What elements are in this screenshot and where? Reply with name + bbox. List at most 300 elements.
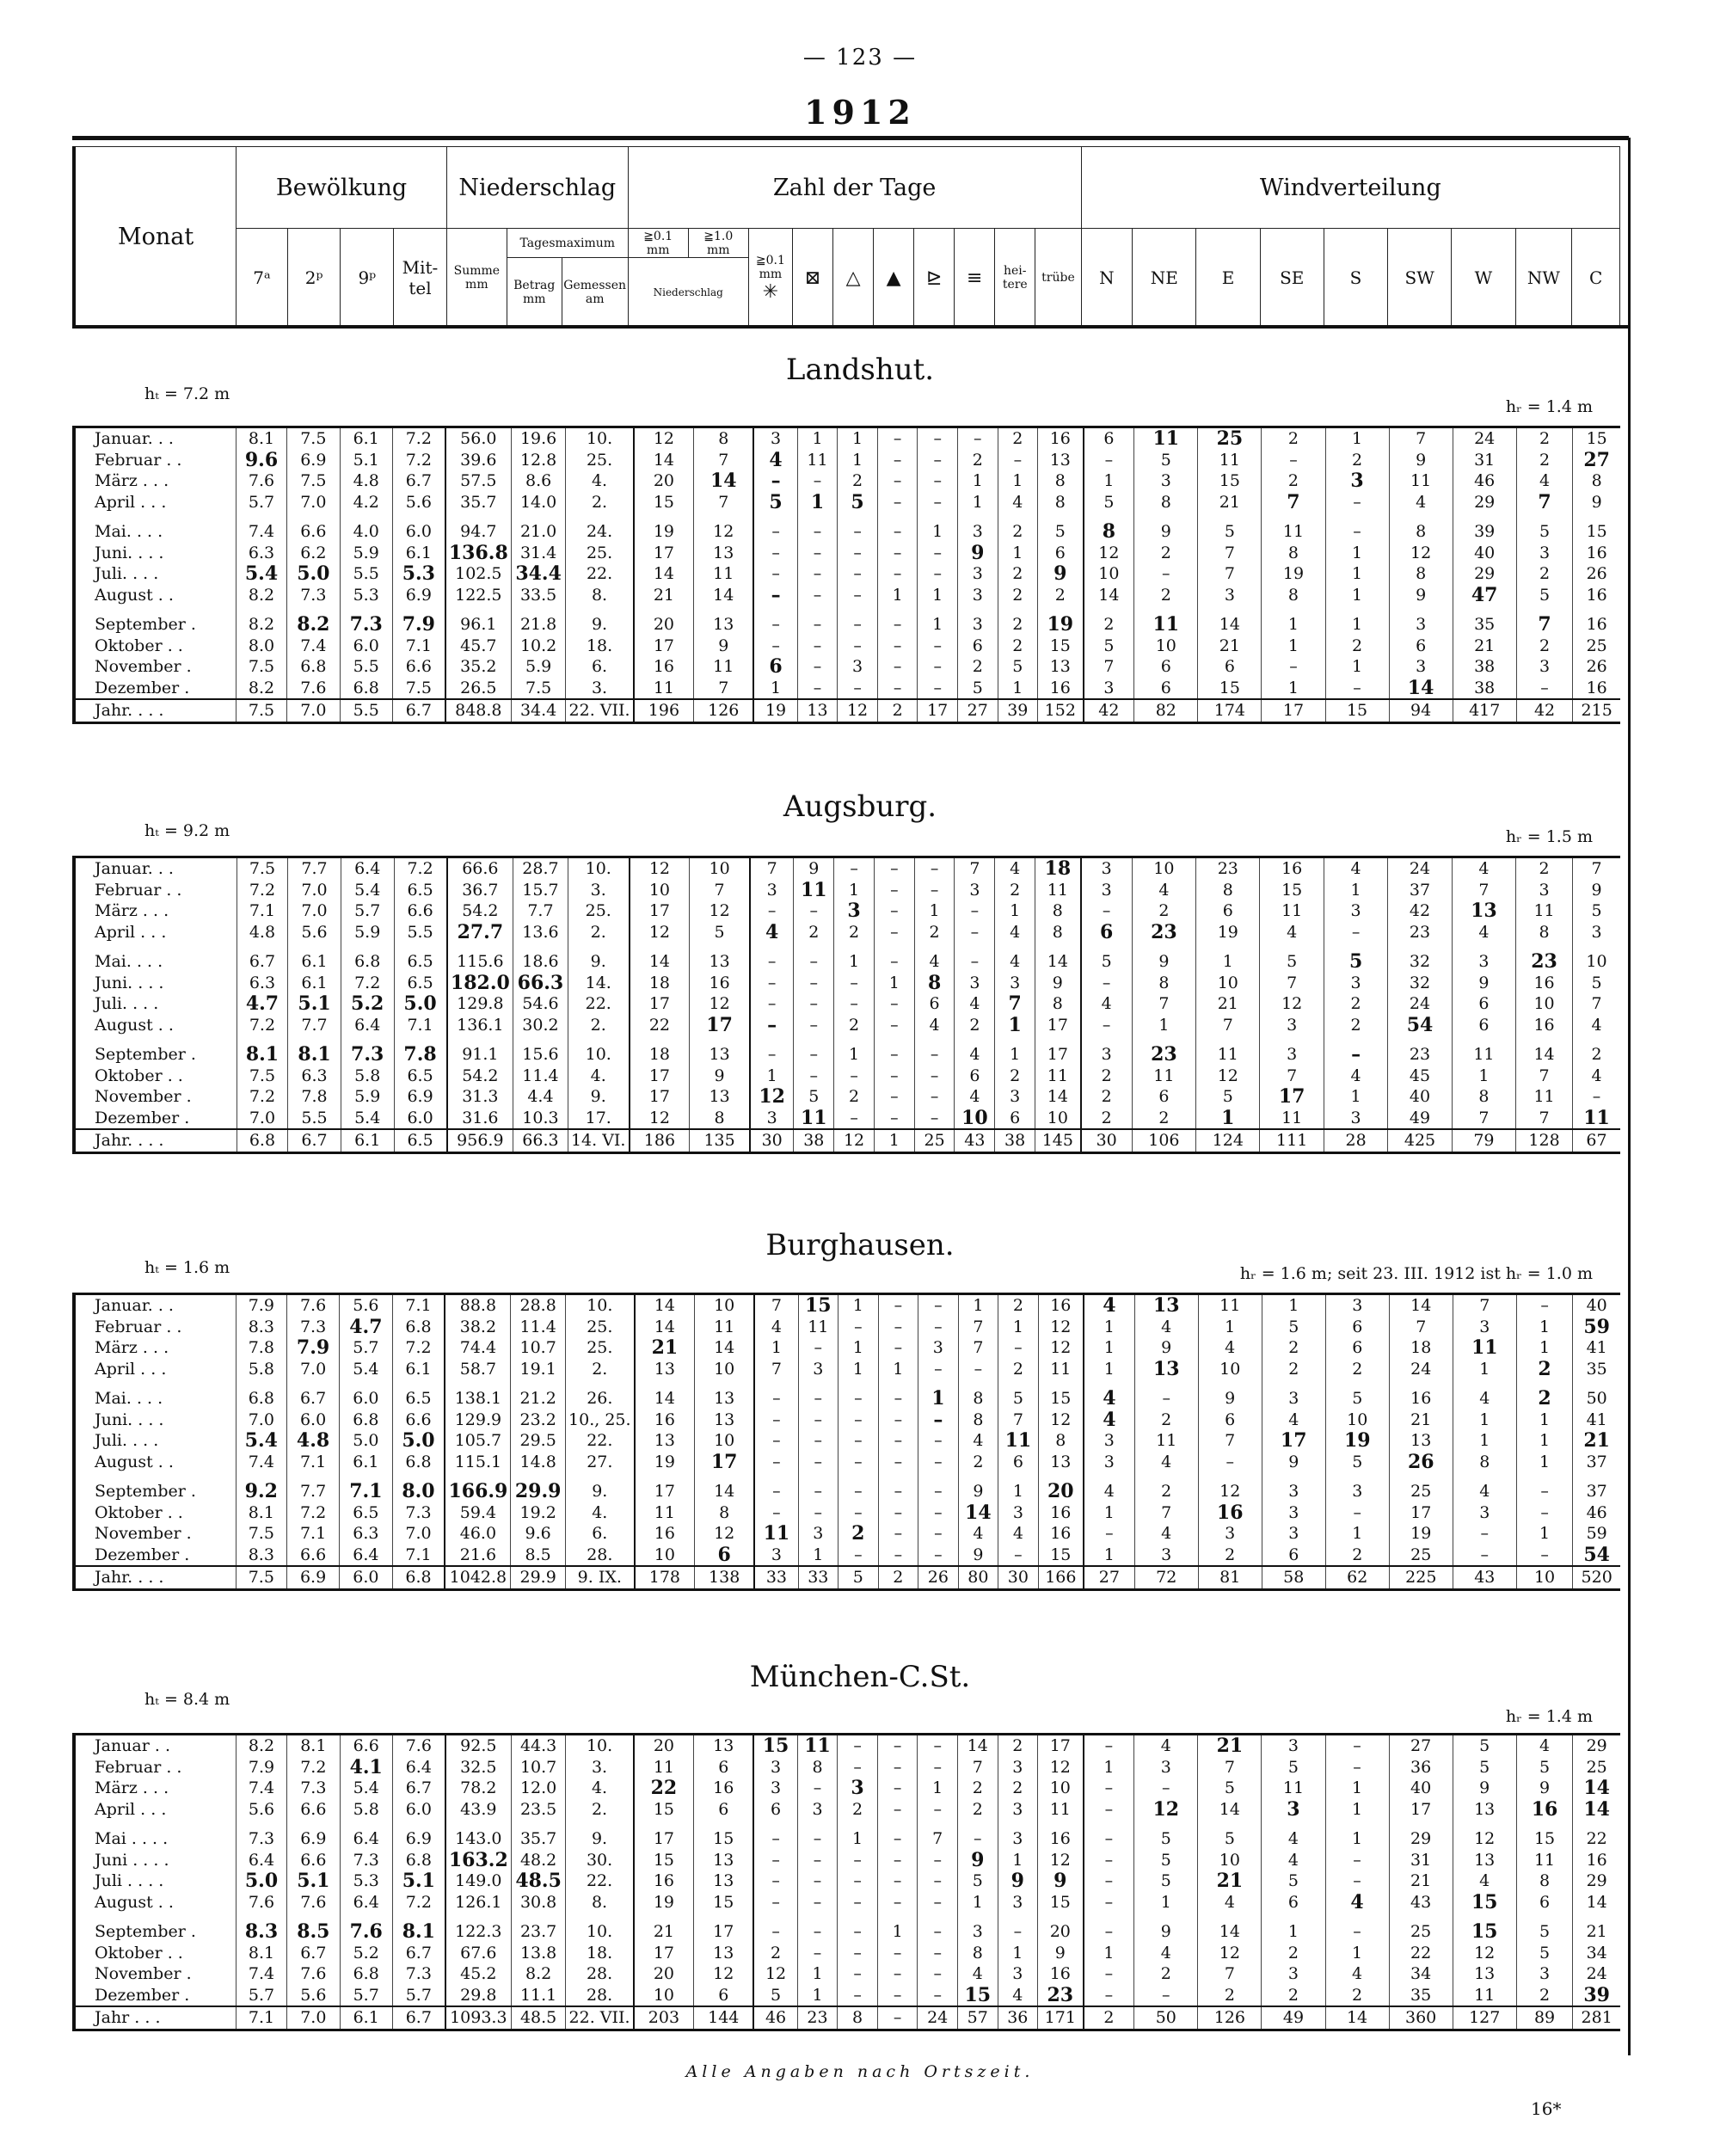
data-cell: 1: [1325, 1943, 1389, 1964]
data-cell: 8: [797, 1757, 838, 1778]
data-cell: 3: [753, 1778, 797, 1799]
data-cell: 3: [998, 1892, 1038, 1913]
data-cell: 5.7: [236, 492, 286, 513]
data-cell: –: [877, 563, 918, 585]
data-cell: 39: [998, 699, 1038, 722]
data-cell: 6.5: [394, 973, 447, 994]
data-cell: 3: [957, 1913, 998, 1943]
data-cell: 6.5: [394, 1129, 447, 1152]
header-2p: 2ᵖ: [287, 229, 341, 328]
data-cell: 12: [1084, 543, 1134, 564]
data-cell: 40: [1573, 1294, 1620, 1317]
data-cell: 80: [958, 1566, 998, 1589]
data-cell: –: [838, 1985, 878, 2007]
data-cell: 67.6: [445, 1943, 512, 1964]
data-cell: 5: [1081, 943, 1133, 973]
data-cell: 12: [1038, 1317, 1084, 1338]
data-cell: –: [838, 1430, 879, 1452]
data-cell: 3: [1084, 678, 1134, 700]
data-cell: 4: [995, 922, 1035, 943]
table-row: [74, 1778, 1620, 1799]
data-cell: 7.0: [392, 1523, 445, 1545]
table-row: [74, 1086, 1620, 1108]
data-cell: 8: [1262, 585, 1325, 606]
data-cell: 21: [1453, 636, 1516, 657]
month-cell: April . . .: [74, 1359, 236, 1380]
data-cell: 4: [1134, 1943, 1198, 1964]
data-cell: 5: [1516, 585, 1573, 606]
data-cell: 1: [995, 1015, 1035, 1036]
data-cell: 2: [1134, 1963, 1198, 1985]
month-cell: Januar. . .: [74, 427, 236, 450]
data-cell: 6: [1452, 1015, 1515, 1036]
data-cell: 8.0: [392, 1472, 445, 1502]
data-cell: 4.: [566, 470, 634, 492]
data-cell: 2: [878, 1566, 918, 1589]
data-cell: –: [753, 543, 797, 564]
data-cell: 2: [1134, 543, 1198, 564]
data-cell: 1: [838, 1337, 879, 1359]
data-cell: 3: [1516, 880, 1573, 901]
data-cell: 7.3: [340, 605, 392, 636]
data-cell: 12: [750, 1086, 794, 1108]
data-cell: 2: [1516, 1359, 1573, 1380]
data-cell: –: [797, 605, 838, 636]
data-cell: –: [918, 1757, 958, 1778]
data-cell: 14: [694, 470, 754, 492]
data-cell: 23: [1132, 922, 1195, 943]
data-cell: 11.4: [513, 1066, 568, 1087]
data-cell: –: [918, 543, 958, 564]
data-cell: 5.5: [288, 1108, 341, 1130]
month-cell: Februar . .: [74, 1317, 236, 1338]
data-cell: 34: [1573, 1943, 1620, 1964]
station-ht: hₜ = 1.6 m: [144, 1258, 230, 1277]
data-cell: 2: [1081, 1066, 1133, 1087]
data-cell: –: [918, 492, 958, 513]
month-cell: Jahr. . . .: [74, 699, 236, 722]
data-cell: 14: [1573, 1778, 1620, 1799]
data-cell: 6: [753, 1799, 797, 1821]
data-cell: 2: [1516, 1379, 1573, 1410]
data-cell: 7.0: [286, 1359, 339, 1380]
data-cell: 3: [753, 427, 797, 450]
data-cell: 3: [1516, 543, 1573, 564]
data-cell: 7.4: [236, 513, 286, 543]
data-cell: 7.8: [288, 1086, 341, 1108]
data-cell: 2: [998, 636, 1038, 657]
data-cell: 11: [1198, 450, 1262, 471]
data-cell: –: [1325, 1870, 1389, 1892]
data-cell: 35: [1453, 605, 1516, 636]
data-cell: 8: [1389, 513, 1453, 543]
data-cell: –: [874, 1066, 914, 1087]
data-cell: 15: [957, 1985, 998, 2007]
data-cell: 17: [634, 636, 694, 657]
data-cell: –: [754, 1410, 798, 1431]
data-cell: 1: [918, 605, 958, 636]
data-cell: 9: [1516, 1778, 1573, 1799]
data-cell: 5.2: [341, 993, 394, 1015]
data-cell: 18: [630, 1035, 690, 1066]
data-cell: 44.3: [511, 1735, 565, 1757]
data-cell: 6.5: [394, 880, 447, 901]
data-cell: 82: [1134, 699, 1198, 722]
data-cell: 6.6: [392, 656, 445, 678]
data-cell: 182.0: [447, 973, 513, 994]
data-cell: 15: [1198, 470, 1262, 492]
data-cell: 10.: [565, 1294, 634, 1317]
data-cell: 23: [1038, 1985, 1084, 2007]
data-cell: –: [877, 678, 918, 700]
header-wind-e: E: [1196, 229, 1260, 328]
data-cell: 1: [918, 585, 958, 606]
data-cell: 7: [1198, 1963, 1262, 1985]
data-cell: 8.5: [287, 1913, 340, 1943]
data-cell: 1: [1516, 1452, 1573, 1473]
data-cell: 2: [838, 1799, 878, 1821]
data-cell: 12: [1196, 1066, 1260, 1087]
data-cell: 10: [695, 1294, 755, 1317]
data-cell: 8.2: [511, 1963, 565, 1985]
data-cell: 2: [998, 563, 1038, 585]
data-cell: –: [877, 450, 918, 471]
data-cell: 2: [1262, 470, 1325, 492]
data-cell: –: [1325, 1913, 1389, 1943]
data-cell: 3: [955, 973, 995, 994]
data-cell: 1: [1516, 1523, 1573, 1545]
data-cell: 2: [998, 585, 1038, 606]
data-cell: 1: [1325, 543, 1389, 564]
data-cell: 14: [1516, 1035, 1573, 1066]
table-row: [74, 1108, 1620, 1130]
data-cell: 5.6: [392, 492, 445, 513]
data-cell: 6: [1134, 656, 1198, 678]
data-cell: 1: [957, 1892, 998, 1913]
data-cell: 10: [955, 1108, 995, 1130]
data-cell: –: [798, 1452, 838, 1473]
data-cell: 3: [957, 585, 998, 606]
data-cell: 32: [1388, 973, 1452, 994]
data-cell: –: [1325, 678, 1389, 700]
data-cell: 17: [634, 1820, 694, 1850]
data-cell: 5: [838, 1566, 879, 1589]
header-wind-ne: NE: [1133, 229, 1196, 328]
data-cell: –: [1084, 450, 1134, 471]
data-cell: 8: [914, 973, 955, 994]
data-cell: 105.7: [445, 1430, 511, 1452]
data-cell: 1: [1084, 1317, 1134, 1338]
data-cell: 4: [1260, 922, 1324, 943]
data-cell: 5.8: [341, 1066, 394, 1087]
data-cell: 3: [798, 1523, 838, 1545]
data-cell: 3: [1324, 900, 1387, 922]
data-cell: 3: [998, 1820, 1038, 1850]
data-cell: 2: [998, 605, 1038, 636]
data-cell: 25.: [565, 1317, 634, 1338]
data-cell: 1: [1325, 585, 1389, 606]
data-cell: –: [753, 585, 797, 606]
data-cell: 4: [1084, 1379, 1134, 1410]
data-cell: 17: [1035, 1035, 1081, 1066]
data-cell: 28.: [566, 1963, 634, 1985]
data-cell: 8.1: [236, 1502, 286, 1524]
data-cell: 1: [998, 1943, 1038, 1964]
data-cell: 5: [1262, 1317, 1325, 1338]
data-cell: 7.3: [392, 1963, 445, 1985]
data-cell: 2: [1134, 585, 1198, 606]
data-cell: 5: [1262, 1870, 1325, 1892]
data-cell: 6: [1081, 922, 1133, 943]
data-cell: 1: [958, 1294, 998, 1317]
total-row: [74, 699, 1620, 722]
data-cell: 17: [634, 1943, 694, 1964]
data-cell: –: [877, 2006, 918, 2030]
data-cell: 96.1: [445, 605, 512, 636]
data-cell: 8: [1453, 1452, 1516, 1473]
data-cell: 1: [995, 1035, 1035, 1066]
data-cell: 12: [838, 699, 878, 722]
data-cell: 2: [1084, 605, 1134, 636]
data-cell: 2: [834, 1015, 875, 1036]
data-cell: –: [838, 543, 878, 564]
data-cell: 10: [1198, 1850, 1262, 1871]
data-cell: 8: [695, 1502, 755, 1524]
data-cell: 126: [694, 699, 754, 722]
data-cell: 5: [1453, 1757, 1516, 1778]
data-cell: 9.6: [236, 450, 286, 471]
data-cell: 5: [838, 492, 878, 513]
data-cell: 5: [1516, 513, 1573, 543]
data-cell: 1: [1516, 1317, 1573, 1338]
data-cell: 18.6: [513, 943, 568, 973]
data-cell: 22: [630, 1015, 690, 1036]
data-cell: 6.1: [341, 1129, 394, 1152]
data-cell: –: [914, 1066, 955, 1087]
data-cell: 30.: [566, 1850, 634, 1871]
data-cell: 26: [918, 1566, 959, 1589]
data-cell: –: [1084, 1870, 1134, 1892]
data-cell: 16: [635, 1523, 695, 1545]
data-cell: 3: [838, 656, 878, 678]
data-cell: 5: [1198, 1778, 1262, 1799]
data-cell: 7.0: [287, 2006, 340, 2030]
table-row: [74, 585, 1620, 606]
data-cell: 1: [998, 1317, 1039, 1338]
data-cell: 10: [695, 1430, 755, 1452]
data-cell: 22: [1573, 1820, 1620, 1850]
data-cell: 9: [1134, 1337, 1198, 1359]
data-cell: 14: [1084, 585, 1134, 606]
data-cell: 149.0: [445, 1870, 512, 1892]
data-cell: 5.3: [340, 1870, 392, 1892]
data-cell: 5.3: [340, 585, 392, 606]
data-cell: 6.6: [340, 1735, 392, 1757]
month-cell: November .: [74, 1963, 236, 1985]
data-cell: 1: [877, 585, 918, 606]
data-cell: 4: [1262, 1410, 1325, 1431]
data-cell: 11: [1260, 900, 1324, 922]
data-cell: –: [753, 1892, 797, 1913]
data-cell: 11: [1196, 1035, 1260, 1066]
data-cell: 13: [690, 1086, 750, 1108]
data-cell: –: [750, 993, 794, 1015]
data-cell: 5.1: [392, 1870, 445, 1892]
data-cell: 2: [1325, 636, 1389, 657]
data-cell: 1: [874, 1129, 914, 1152]
data-cell: –: [798, 1379, 838, 1410]
data-cell: 1: [998, 678, 1038, 700]
station-ht: hₜ = 8.4 m: [144, 1690, 230, 1709]
data-cell: 23: [1516, 943, 1573, 973]
data-cell: 46: [1453, 470, 1516, 492]
data-cell: 3: [1134, 1757, 1198, 1778]
data-cell: 186: [630, 1129, 690, 1152]
data-cell: 8.1: [236, 1943, 286, 1964]
data-cell: 6: [1196, 900, 1260, 922]
data-cell: 7.1: [286, 1452, 339, 1473]
data-cell: 4: [1453, 1472, 1516, 1502]
data-cell: 11: [794, 1108, 834, 1130]
data-cell: –: [838, 1472, 879, 1502]
page-number: — 123 —: [802, 45, 918, 71]
total-row: [74, 1566, 1620, 1589]
data-cell: 13: [1452, 900, 1515, 922]
total-row: [74, 1129, 1620, 1152]
data-cell: 6.1: [288, 943, 341, 973]
data-cell: 67: [1573, 1129, 1620, 1152]
total-row: [74, 2006, 1620, 2030]
data-cell: –: [878, 1410, 918, 1431]
data-cell: 8: [957, 1943, 998, 1964]
data-cell: 10: [1132, 857, 1195, 880]
data-cell: 31.3: [447, 1086, 513, 1108]
data-cell: 5.7: [341, 900, 394, 922]
gemessen-label: Gemessen: [563, 279, 626, 292]
data-cell: 16: [1038, 1820, 1084, 1850]
data-cell: 21: [1573, 1430, 1620, 1452]
data-cell: 6: [1516, 1892, 1573, 1913]
data-cell: 3: [753, 1757, 797, 1778]
data-cell: 12: [1134, 1799, 1198, 1821]
data-cell: 8: [1035, 922, 1081, 943]
data-cell: 2: [794, 922, 834, 943]
data-cell: 5.0: [236, 1870, 286, 1892]
data-cell: 21: [1573, 1913, 1620, 1943]
data-cell: 10: [1573, 943, 1620, 973]
data-cell: 7.2: [341, 973, 394, 994]
table-row: [74, 1757, 1620, 1778]
data-cell: 7.7: [286, 1472, 339, 1502]
data-cell: 3: [1081, 1035, 1133, 1066]
data-cell: 1: [838, 1820, 878, 1850]
data-cell: 5: [1198, 513, 1262, 543]
data-cell: 8: [1389, 563, 1453, 585]
data-cell: –: [754, 1452, 798, 1473]
data-cell: 2: [1262, 1943, 1325, 1964]
data-cell: 14: [634, 563, 694, 585]
data-cell: 43: [955, 1129, 995, 1152]
data-cell: 5: [1084, 636, 1134, 657]
data-cell: –: [1325, 1850, 1389, 1871]
data-cell: 4: [1452, 922, 1515, 943]
data-cell: 8: [958, 1379, 998, 1410]
data-cell: 5.6: [340, 1294, 392, 1317]
data-cell: –: [918, 1870, 958, 1892]
data-cell: 7.2: [392, 1892, 445, 1913]
data-cell: –: [874, 1035, 914, 1066]
month-cell: Dezember .: [74, 1108, 236, 1130]
lightning-icon: ⊵: [914, 229, 955, 328]
data-cell: 5.0: [287, 563, 340, 585]
data-cell: 13.8: [511, 1943, 565, 1964]
data-cell: 12: [1038, 1337, 1084, 1359]
data-cell: 3: [1389, 605, 1453, 636]
data-cell: 1: [998, 1850, 1038, 1871]
data-cell: –: [918, 1735, 958, 1757]
data-cell: 7.4: [236, 1452, 286, 1473]
data-cell: 5: [1324, 943, 1387, 973]
fog-icon: ≡: [955, 229, 995, 328]
data-cell: –: [838, 585, 878, 606]
data-cell: 50: [1573, 1379, 1620, 1410]
data-cell: 41: [1573, 1410, 1620, 1431]
data-cell: 5.0: [340, 1430, 392, 1452]
data-cell: 7.2: [287, 1757, 340, 1778]
data-cell: –: [797, 543, 838, 564]
data-cell: 1: [918, 1379, 959, 1410]
data-cell: 2: [1325, 1985, 1389, 2007]
data-cell: 19: [635, 1452, 695, 1473]
month-cell: März . . .: [74, 1337, 236, 1359]
data-cell: 8.1: [287, 1735, 340, 1757]
data-cell: 7.6: [392, 1735, 445, 1757]
data-cell: 3.: [566, 1757, 634, 1778]
data-cell: 4: [1262, 1850, 1325, 1871]
data-cell: 4: [955, 1086, 995, 1108]
data-cell: 1: [1516, 1430, 1573, 1452]
data-cell: 16: [1260, 857, 1324, 880]
station-title: Augsburg.: [783, 789, 937, 824]
data-cell: 1: [1516, 1410, 1573, 1431]
data-cell: 6.0: [394, 1108, 447, 1130]
data-cell: 7.5: [392, 678, 445, 700]
data-cell: 24: [1388, 857, 1452, 880]
data-cell: 16: [1038, 1294, 1084, 1317]
data-cell: 5: [1325, 1452, 1389, 1473]
data-cell: 8.3: [236, 1913, 286, 1943]
data-cell: 29: [1453, 563, 1516, 585]
data-cell: 1: [1198, 1317, 1262, 1338]
data-cell: –: [754, 1379, 798, 1410]
data-cell: 3: [1084, 1430, 1134, 1452]
data-cell: 43: [1453, 1566, 1516, 1589]
data-cell: 27: [1084, 1566, 1134, 1589]
data-cell: 12: [630, 922, 690, 943]
data-cell: 10: [1035, 1108, 1081, 1130]
data-cell: 35.7: [445, 492, 512, 513]
data-cell: 3: [1573, 922, 1620, 943]
data-cell: 1: [753, 678, 797, 700]
data-cell: 7: [955, 857, 995, 880]
data-cell: 29: [1389, 1820, 1453, 1850]
data-cell: 6.0: [286, 1410, 339, 1431]
data-cell: –: [798, 1502, 838, 1524]
header-truebe: trübe: [1035, 229, 1081, 328]
data-cell: 4: [958, 1430, 998, 1452]
data-cell: 19.2: [511, 1502, 565, 1524]
data-cell: –: [957, 427, 998, 450]
